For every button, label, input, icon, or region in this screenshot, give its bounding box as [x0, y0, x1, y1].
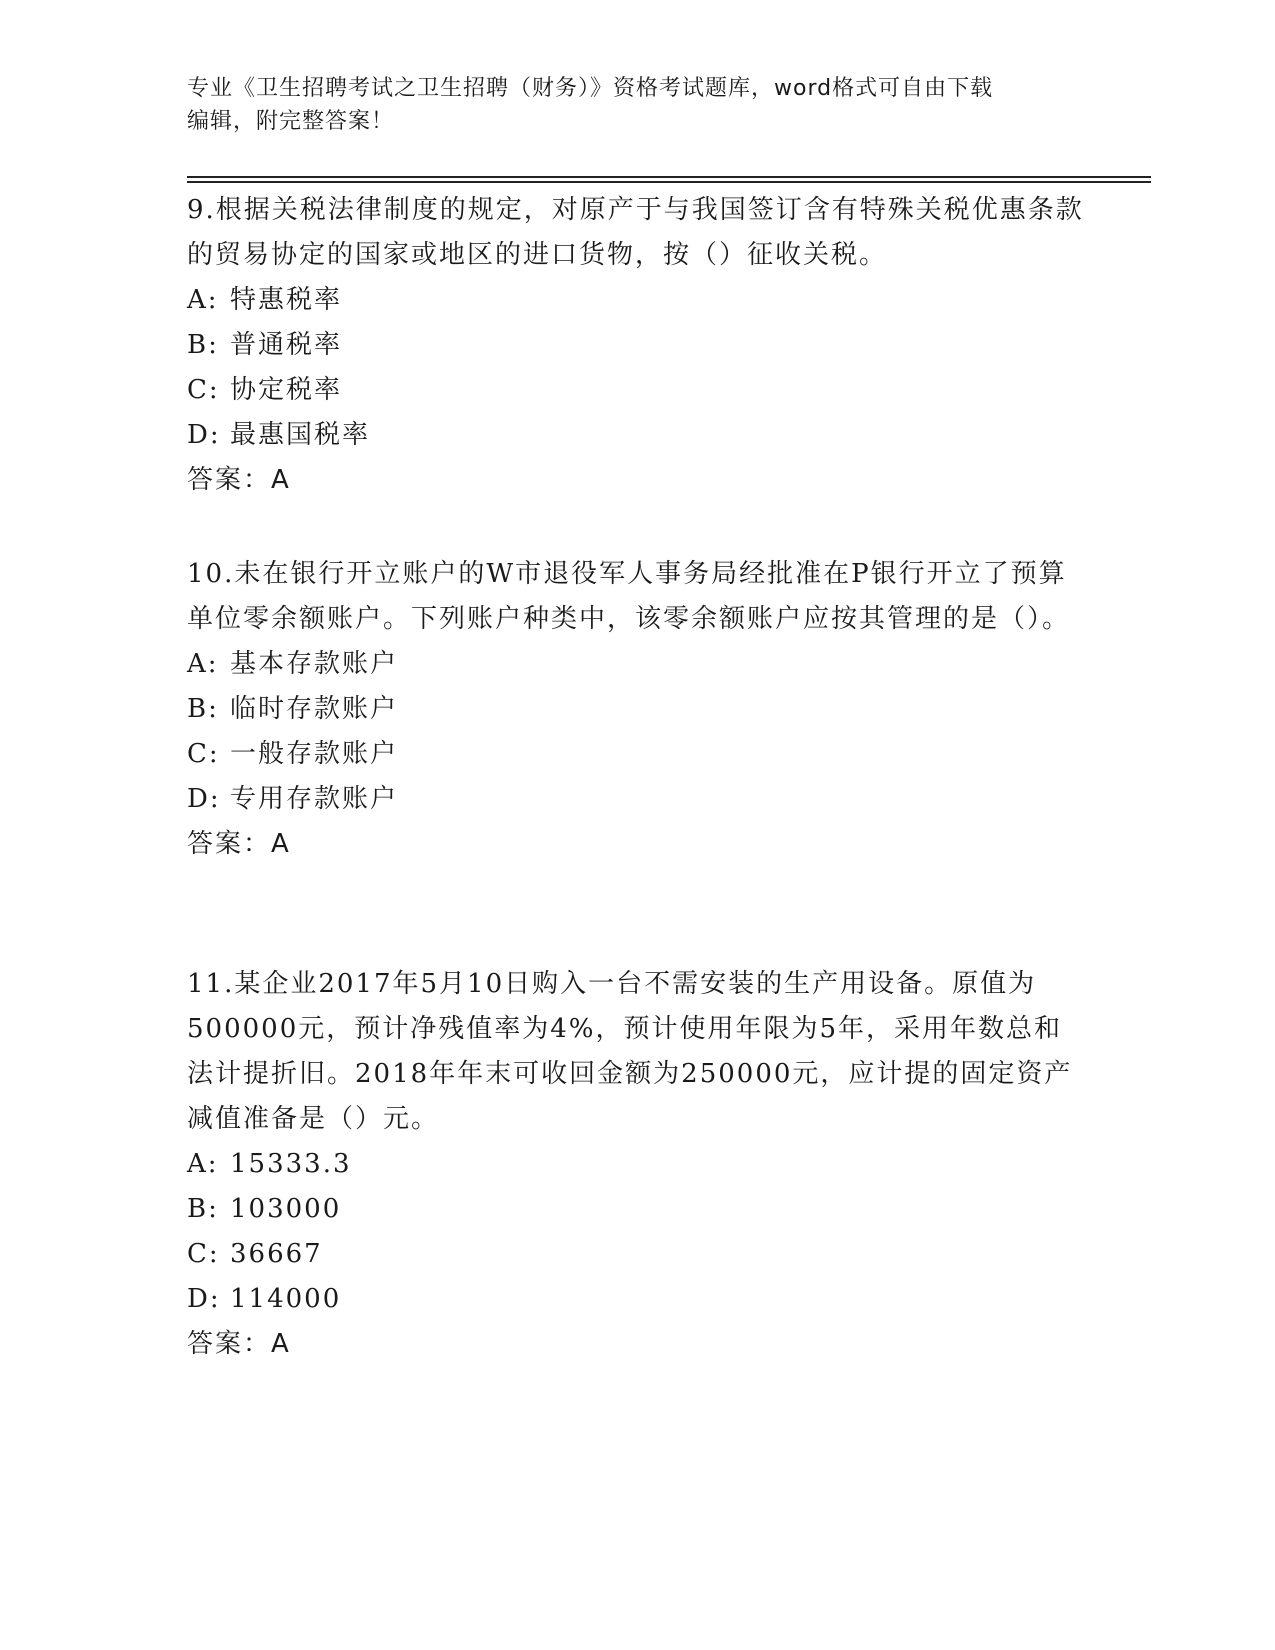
option-label: B:: [187, 330, 219, 360]
option-text: 15333.3: [230, 1149, 352, 1179]
option-text: 专用存款账户: [230, 784, 399, 814]
option-c: [187, 1232, 1087, 1277]
answer-line: 答案：A: [187, 829, 291, 859]
option-label: A:: [187, 649, 219, 679]
question-stem: 11.某企业2017年5月10日购入一台不需安装的生产用设备。原值为500000元，预计净残值率为4%，预计使用年限为5年，采用年数总和法计提折旧。2018年年末可收回金额为250000元，应计提的固定资产减值准备是（）元。: [187, 969, 1073, 1134]
header-divider-top: [187, 176, 1151, 178]
question-10: [187, 552, 1087, 867]
option-label: B:: [187, 1194, 219, 1224]
header-line-2: 编辑，附完整答案！: [187, 109, 395, 134]
option-text: 基本存款账户: [230, 649, 399, 679]
option-label: D:: [187, 420, 221, 450]
option-text: 一般存款账户: [230, 739, 399, 769]
question-stem: 10.未在银行开立账户的W市退役军人事务局经批准在P银行开立了预算单位零余额账户。下列账户种类中，该零余额账户应按其管理的是（）。: [187, 559, 1071, 634]
question-9: [187, 188, 1087, 503]
option-b: [187, 323, 1087, 368]
answer-line: 答案：A: [187, 465, 291, 495]
option-text: 36667: [230, 1239, 323, 1269]
option-d: [187, 413, 1087, 458]
answer-line: 答案：A: [187, 1329, 291, 1359]
option-d: [187, 777, 1087, 822]
option-label: D:: [187, 784, 221, 814]
option-a: [187, 1142, 1087, 1187]
option-text: 协定税率: [230, 375, 343, 405]
option-text: 普通税率: [230, 330, 343, 360]
option-b: [187, 687, 1087, 732]
option-label: B:: [187, 694, 219, 724]
option-label: C:: [187, 1239, 220, 1269]
header-divider-bottom: [187, 181, 1151, 183]
option-a: [187, 278, 1087, 323]
option-text: 114000: [230, 1284, 342, 1314]
option-c: [187, 732, 1087, 777]
header-line-1: 专业《卫生招聘考试之卫生招聘（财务）》资格考试题库，word格式可自由下载: [187, 76, 994, 101]
option-label: A:: [187, 285, 219, 315]
option-a: [187, 642, 1087, 687]
question-11: [187, 962, 1087, 1367]
option-label: D:: [187, 1284, 221, 1314]
option-c: [187, 368, 1087, 413]
option-label: A:: [187, 1149, 219, 1179]
option-text: 特惠税率: [230, 285, 343, 315]
option-text: 最惠国税率: [230, 420, 371, 450]
document-header: [187, 72, 1067, 138]
question-stem: 9.根据关税法律制度的规定，对原产于与我国签订含有特殊关税优惠条款的贸易协定的国家或地区的进口货物，按（）征收关税。: [187, 195, 1084, 270]
option-text: 临时存款账户: [230, 694, 399, 724]
option-label: C:: [187, 739, 220, 769]
option-text: 103000: [230, 1194, 342, 1224]
option-label: C:: [187, 375, 220, 405]
option-d: [187, 1277, 1087, 1322]
option-b: [187, 1187, 1087, 1232]
